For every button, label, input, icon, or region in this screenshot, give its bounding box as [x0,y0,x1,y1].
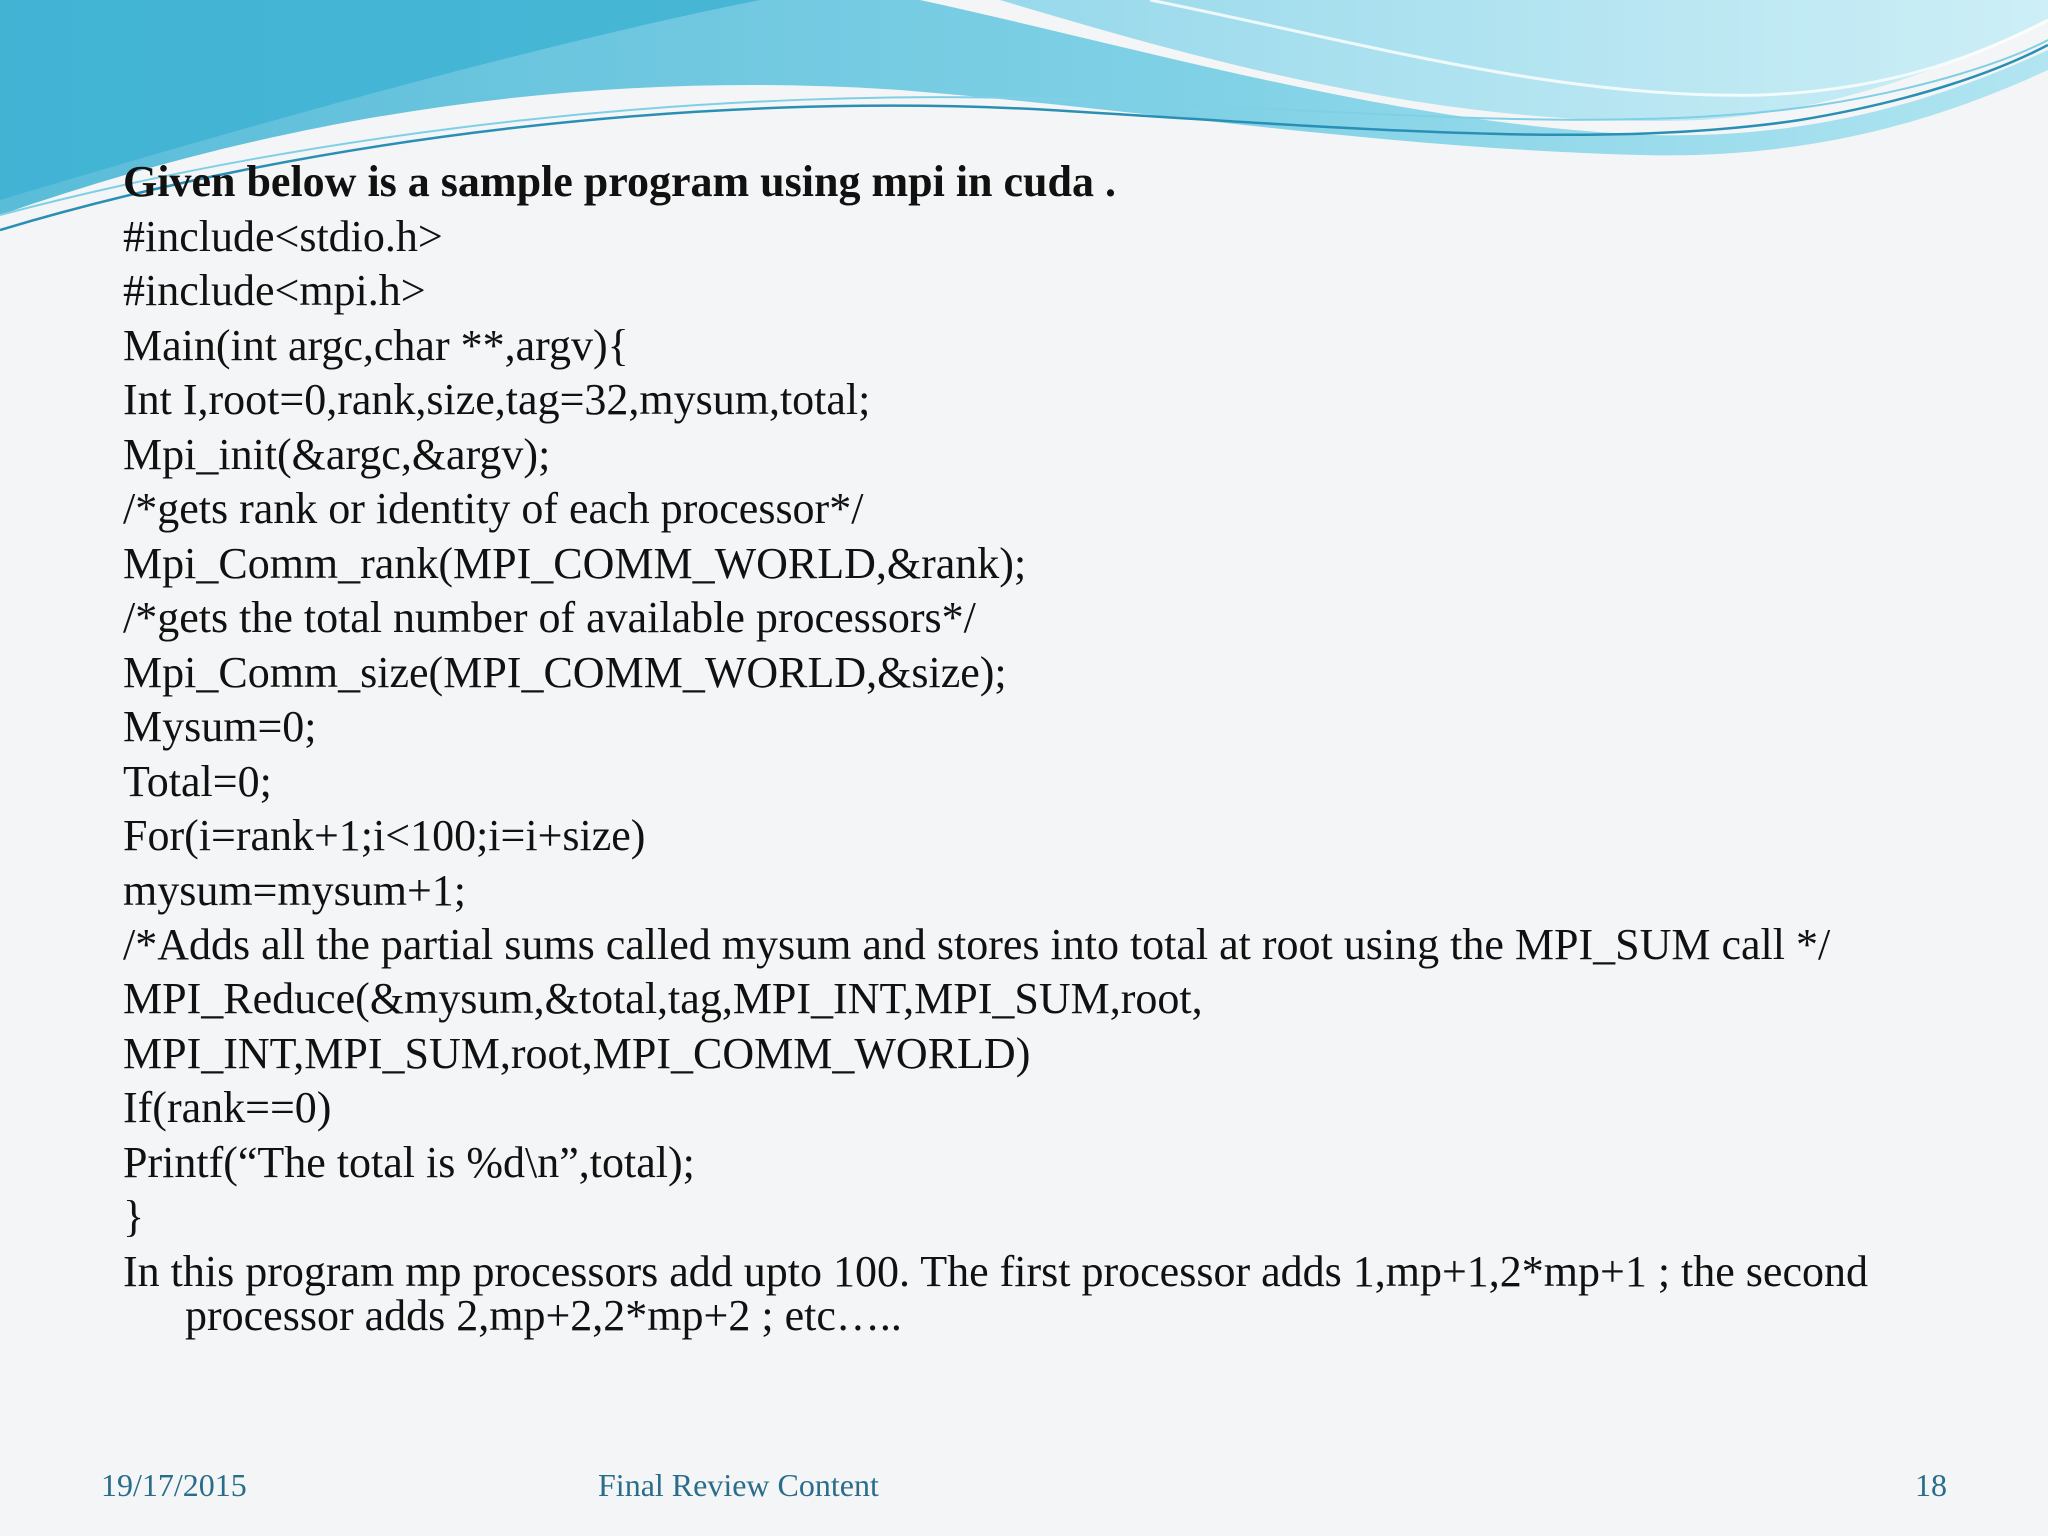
footer-date: 19/17/2015 [101,1467,247,1503]
code-line: Printf(“The total is %d\n”,total); [123,1137,695,1187]
code-line: #include<mpi.h> [123,266,426,315]
page-number: 18 [1915,1467,1947,1503]
slide-heading: Given below is a sample program using mpi in cuda . [123,157,1116,206]
footer-title: Final Review Content [598,1467,879,1503]
code-line: MPI_INT,MPI_SUM,root,MPI_COMM_WORLD) [123,1028,1031,1078]
code-comment: /*gets rank or identity of each processor*/ [123,484,864,533]
code-line: Mpi_Comm_rank(MPI_COMM_WORLD,&rank); [123,538,1027,588]
code-line: #include<stdio.h> [123,211,443,261]
code-line: mysum=mysum+1; [123,865,466,915]
slide-body [123,155,1923,1343]
code-line: Mpi_Comm_size(MPI_COMM_WORLD,&size); [123,647,1007,697]
code-line: } [123,1192,145,1241]
code-comment-wrapped: /*Adds all the partial sums called mysum and stores into total at root using the MPI_SUM call */ [123,920,1831,969]
code-line: For(i=rank+1;i<100;i=i+size) [123,811,646,860]
code-line: If(rank==0) [123,1083,332,1132]
code-line: Int I,root=0,rank,size,tag=32,mysum,total; [123,375,871,424]
code-line: Mpi_init(&argc,&argv); [123,429,551,479]
code-line: Total=0; [123,756,272,806]
closing-paragraph: In this program mp processors add upto 100. The first processor adds 1,mp+1,2*mp+1 ; the second processor adds 2,mp+2,2*mp+2 ; etc….. [123,1246,1868,1340]
code-line: Main(int argc,char **,argv){ [123,320,629,370]
code-block [123,210,1923,1245]
code-comment: /*gets the total number of available processors*/ [123,593,976,642]
code-line: MPI_Reduce(&mysum,&total,tag,MPI_INT,MPI_SUM,root, [123,974,1203,1023]
code-line: Mysum=0; [123,702,317,751]
